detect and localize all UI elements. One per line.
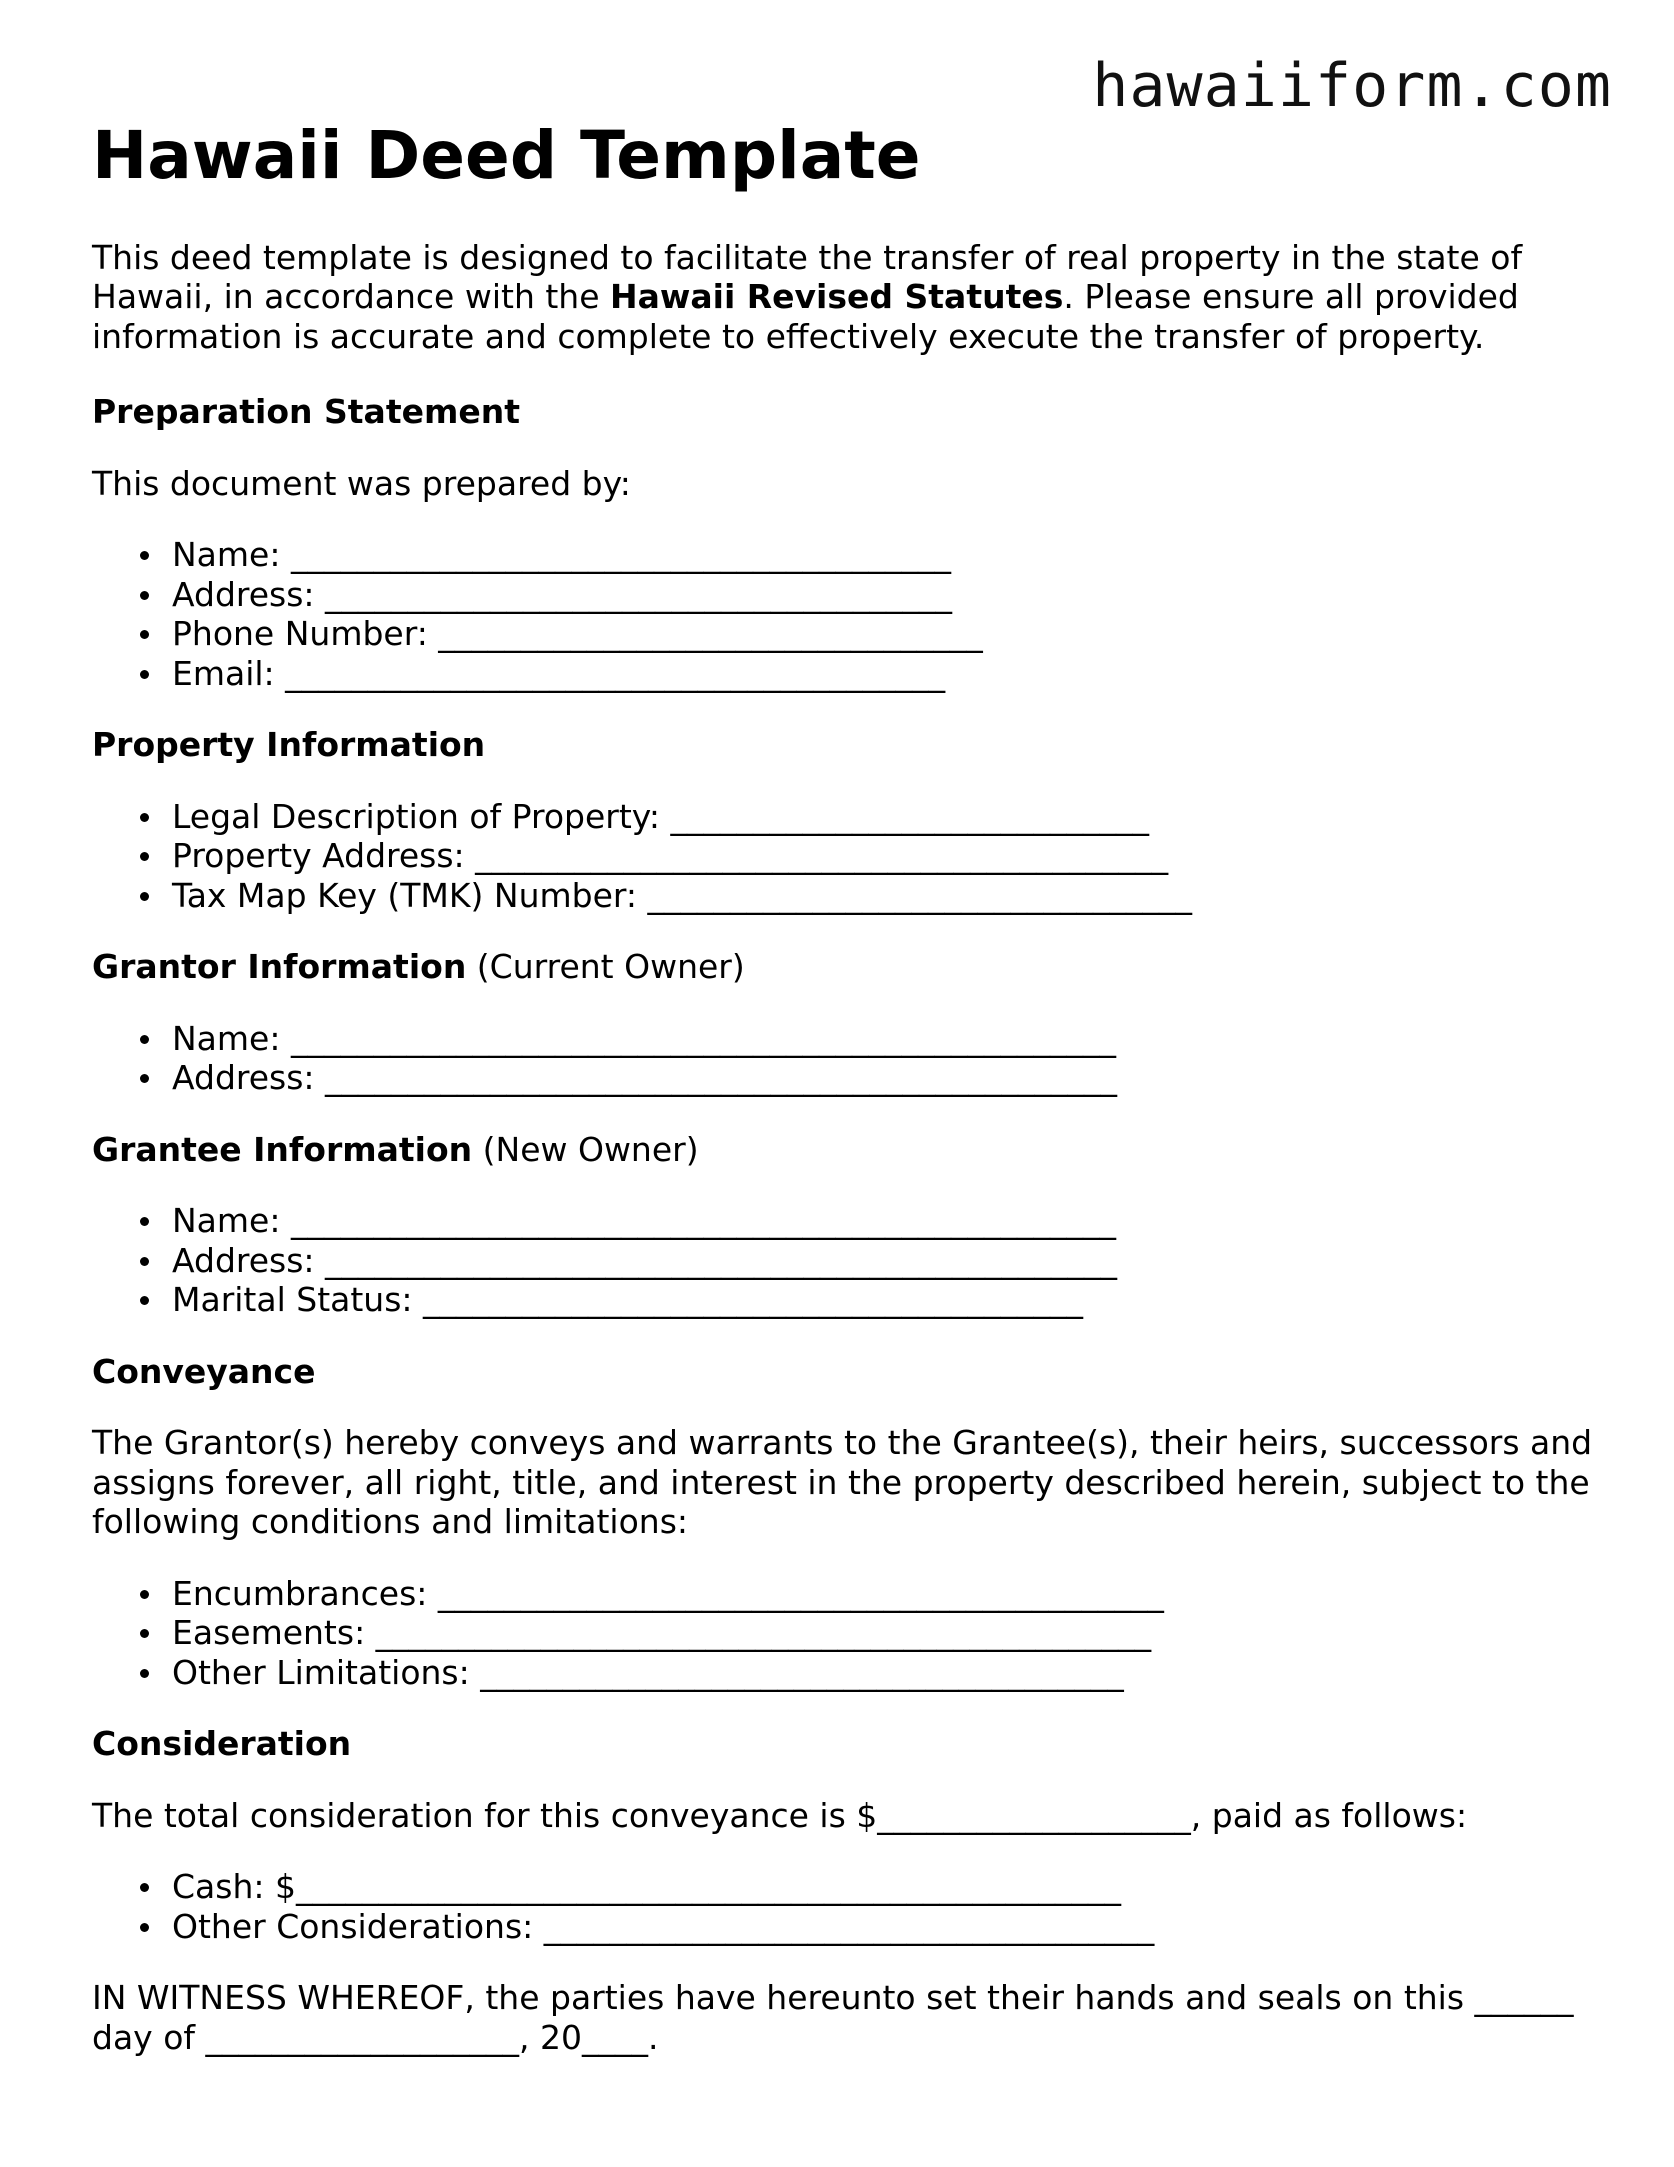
conveyance-list bbox=[92, 1574, 1612, 1693]
consideration-heading: Consideration bbox=[92, 1724, 352, 1764]
property-list bbox=[92, 797, 1612, 916]
grantor-heading-label: Grantor Information bbox=[92, 947, 467, 987]
intro-text-before: This deed template is designed to facilitate the transfer of real property in the state of Hawaii, in accordance with the bbox=[92, 237, 1523, 317]
grantor-heading-note: (Current Owner) bbox=[466, 947, 745, 987]
grantee-name-field[interactable]: Name: __________________________________________________ bbox=[172, 1201, 1612, 1241]
encumbrances-field[interactable]: Encumbrances: ____________________________________________ bbox=[172, 1574, 1612, 1614]
statute-reference: Hawaii Revised Statutes bbox=[610, 277, 1064, 317]
easements-field[interactable]: Easements: _______________________________________________ bbox=[172, 1613, 1612, 1653]
intro-text-after: . Please ensure all provided information is accurate and complete to effectively execute the transfer of property. bbox=[92, 277, 1519, 356]
preparer-name-field[interactable]: Name: ________________________________________ bbox=[172, 535, 1612, 575]
grantor-heading bbox=[92, 947, 1612, 987]
consideration-text[interactable]: The total consideration for this conveyance is $___________________, paid as follows: bbox=[92, 1795, 1468, 1835]
grantor-list bbox=[92, 1019, 1612, 1098]
preparation-lead: This document was prepared by: bbox=[92, 463, 631, 503]
conveyance-text: The Grantor(s) hereby conveys and warrants to the Grantee(s), their heirs, successors and assigns forever, all right, title, and interest in the property described herein, subject to the following conditions and limitations: bbox=[92, 1423, 1593, 1542]
other-considerations-field[interactable]: Other Considerations: _____________________________________ bbox=[172, 1907, 1612, 1947]
page-title: Hawaii Deed Template bbox=[92, 117, 921, 194]
grantee-heading bbox=[92, 1130, 1612, 1170]
grantee-marital-status-field[interactable]: Marital Status: ________________________________________ bbox=[172, 1280, 1612, 1320]
preparer-address-field[interactable]: Address: ______________________________________ bbox=[172, 575, 1612, 615]
consideration-list bbox=[92, 1867, 1612, 1946]
preparation-list bbox=[92, 535, 1612, 693]
grantee-list bbox=[92, 1201, 1612, 1320]
legal-description-field[interactable]: Legal Description of Property: _____________________________ bbox=[172, 797, 1612, 837]
preparation-heading: Preparation Statement bbox=[92, 392, 521, 432]
witness-text[interactable]: IN WITNESS WHEREOF, the parties have hereunto set their hands and seals on this ______ day of ___________________, 20____. bbox=[92, 1978, 1574, 2057]
grantee-address-field[interactable]: Address: ________________________________________________ bbox=[172, 1241, 1612, 1281]
preparer-email-field[interactable]: Email: ________________________________________ bbox=[172, 654, 1612, 694]
grantee-heading-label: Grantee Information bbox=[92, 1129, 473, 1169]
intro-paragraph bbox=[92, 238, 1612, 357]
conveyance-heading: Conveyance bbox=[92, 1351, 316, 1391]
site-watermark: hawaiiform.com bbox=[1092, 51, 1612, 121]
cash-field[interactable]: Cash: $__________________________________________________ bbox=[172, 1867, 1612, 1907]
grantee-heading-note: (New Owner) bbox=[472, 1129, 699, 1169]
grantor-address-field[interactable]: Address: ________________________________________________ bbox=[172, 1058, 1612, 1098]
other-limitations-field[interactable]: Other Limitations: _______________________________________ bbox=[172, 1653, 1612, 1693]
tmk-number-field[interactable]: Tax Map Key (TMK) Number: _________________________________ bbox=[172, 876, 1612, 916]
deed-document bbox=[92, 118, 1612, 2089]
preparer-phone-field[interactable]: Phone Number: _________________________________ bbox=[172, 614, 1612, 654]
property-heading: Property Information bbox=[92, 725, 486, 765]
grantor-name-field[interactable]: Name: __________________________________________________ bbox=[172, 1019, 1612, 1059]
property-address-field[interactable]: Property Address: __________________________________________ bbox=[172, 836, 1612, 876]
